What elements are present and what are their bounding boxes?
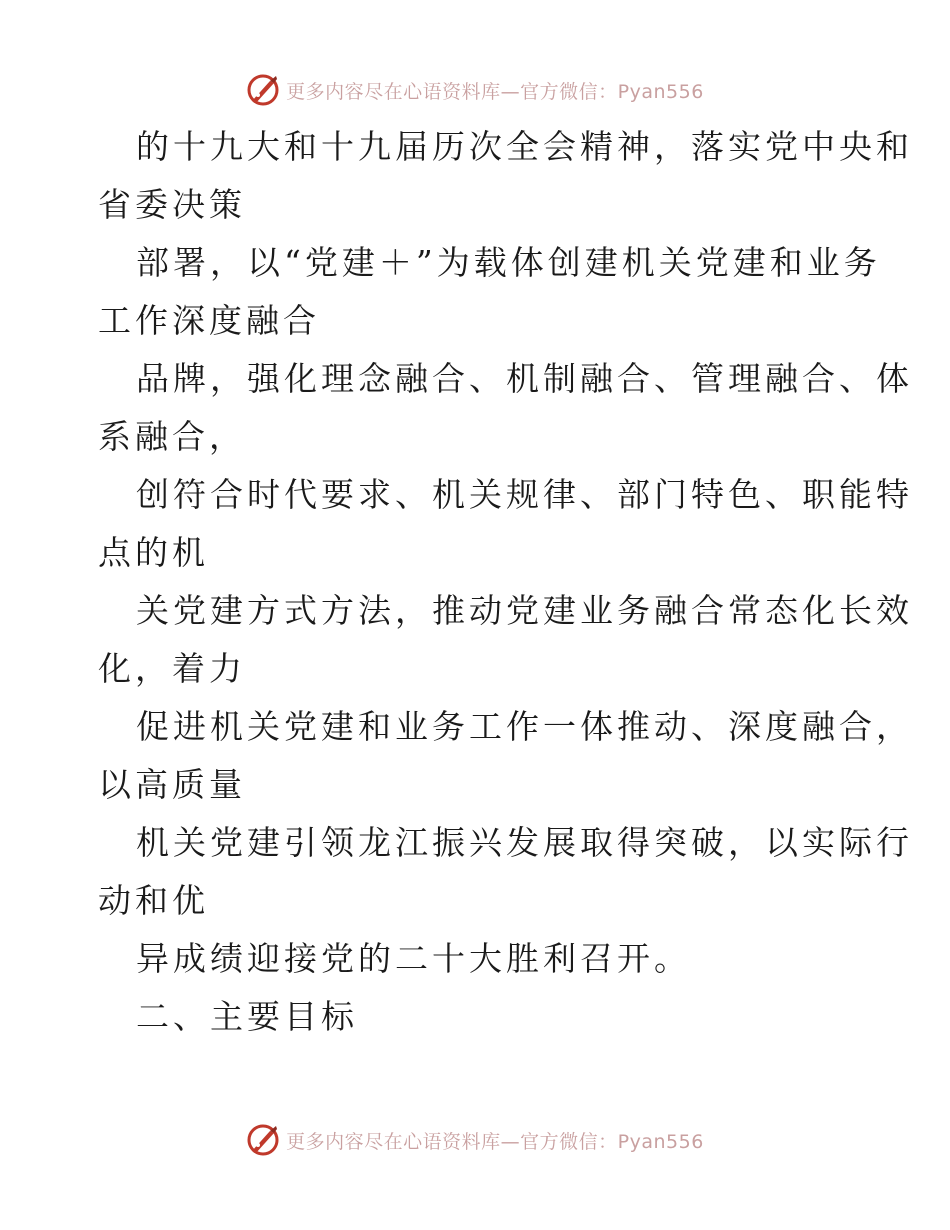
section-heading: 二、主要目标: [136, 997, 358, 1036]
body-line: 品牌，强化理念融合、机制融合、管理融合、体: [136, 359, 913, 398]
body-line: 创符合时代要求、机关规律、部门特色、职能特: [136, 475, 913, 514]
body-line: 省委决策: [98, 185, 246, 224]
body-line: 的十九大和十九届历次全会精神，落实党中央和: [136, 127, 913, 166]
body-line: 以高质量: [98, 765, 246, 804]
quill-pen-logo-icon: [246, 1123, 280, 1157]
body-line: 机关党建引领龙江振兴发展取得突破，以实际行: [136, 823, 913, 862]
document-body: [98, 118, 913, 1046]
body-line: 化，着力: [98, 649, 246, 688]
header-site-text: 更多内容尽在心语资料库: [286, 80, 501, 103]
footer-banner: [0, 1120, 950, 1160]
body-line: 异成绩迎接党的二十大胜利召开。: [136, 939, 691, 978]
header-separator: —: [500, 80, 521, 103]
footer-site-text: 更多内容尽在心语资料库: [286, 1130, 501, 1153]
header-wechat-text: 官方微信：Pyan556: [520, 80, 704, 103]
footer-banner-text: [286, 1127, 704, 1154]
quill-pen-logo-icon: [246, 73, 280, 107]
header-banner-text: [286, 77, 704, 104]
body-line: 关党建方式方法，推动党建业务融合常态化长效: [136, 591, 913, 630]
body-line: 动和优: [98, 881, 209, 920]
body-line: 促进机关党建和业务工作一体推动、深度融合，: [136, 707, 913, 746]
body-line: 系融合，: [98, 417, 246, 456]
body-line: 点的机: [98, 533, 209, 572]
body-line: 部署，以“党建＋”为载体创建机关党建和业务: [136, 243, 881, 282]
header-banner: [0, 70, 950, 110]
body-line: 工作深度融合: [98, 301, 320, 340]
footer-wechat-text: 官方微信：Pyan556: [520, 1130, 704, 1153]
footer-separator: —: [500, 1130, 521, 1153]
